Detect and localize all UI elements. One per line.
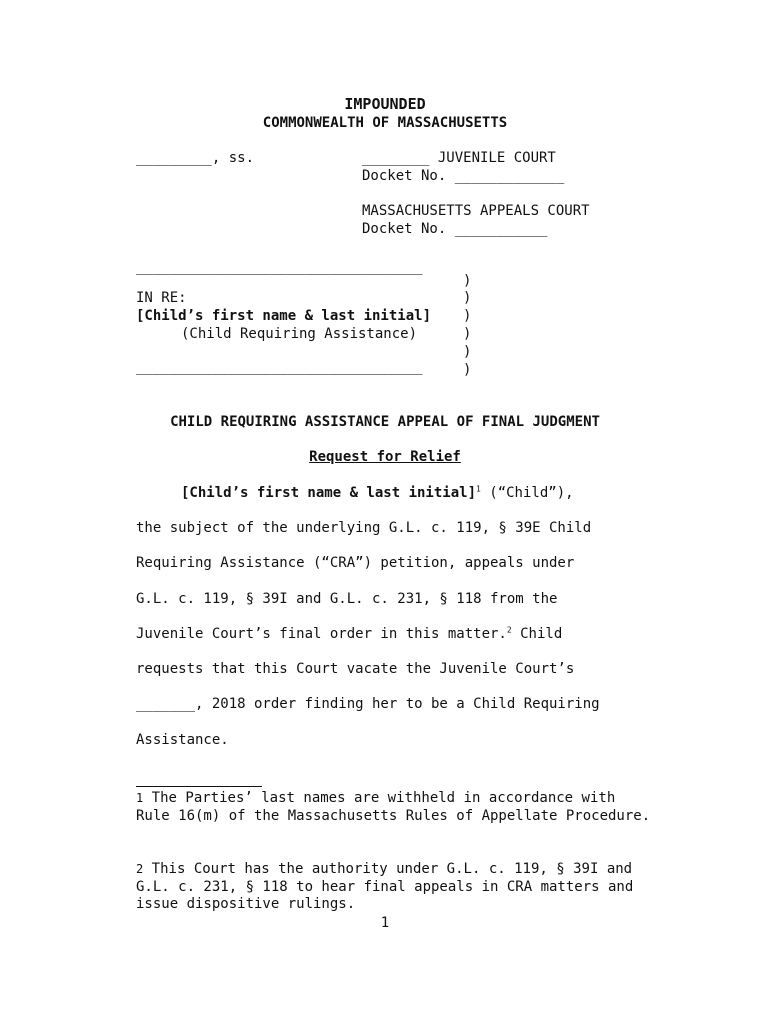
body-line-2: the subject of the underlying G.L. c. 119, § 39E Child (136, 520, 592, 536)
caption-paren: ) (463, 344, 472, 360)
caption-rule-top: __________________________________ (136, 259, 423, 275)
body-line-4: G.L. c. 119, § 39I and G.L. c. 231, § 118 from the (136, 591, 558, 607)
request-for-relief-heading: Request for Relief (309, 449, 461, 465)
caption-paren: ) (463, 290, 472, 306)
body-line-5: Juvenile Court’s final order in this matter.$^2$ Child (136, 625, 563, 642)
footnote-1 (136, 790, 656, 825)
caption-paren: ) (463, 308, 472, 324)
footnote-separator (136, 786, 262, 787)
body-line-6: requests that this Court vacate the Juvenile Court’s (136, 661, 575, 677)
caption-paren: ) (463, 326, 472, 342)
page-number: 1 (380, 915, 390, 931)
child-name-placeholder: [Child’s first name & last initial] (136, 308, 432, 324)
child-name-placeholder: [Child’s first name & last initial] (181, 485, 477, 501)
impounded-heading: IMPOUNDED (344, 95, 426, 113)
juvenile-docket-label: Docket No. _____________ (362, 168, 565, 184)
document-title: CHILD REQUIRING ASSISTANCE APPEAL OF FINAL JUDGMENT (170, 414, 600, 430)
juvenile-court-label: ________ JUVENILE COURT (362, 150, 556, 166)
in-re-label: IN RE: (136, 290, 187, 306)
section-heading (0, 448, 770, 466)
appeals-docket-label: Docket No. ___________ (362, 221, 548, 237)
appeals-court-label: MASSACHUSETTS APPEALS COURT (362, 203, 590, 219)
footnote-text: This Court has the authority under G.L. c. 119, § 39I and G.L. c. 231, § 118 to hear final appeals in CRA matters and issue dispositive rulings. (136, 861, 634, 912)
body-line-8: Assistance. (136, 732, 229, 748)
caption-paren: ) (463, 273, 472, 289)
footnote-2 (136, 861, 656, 914)
footnote-number: 1 (136, 791, 144, 805)
body-line-7: _______, 2018 order finding her to be a Child Requiring (136, 696, 600, 712)
body-line-1: [Child’s first name & last initial]$^1$ (“Child”), (181, 484, 574, 501)
county-ss: _________, ss. (136, 150, 255, 166)
footnote-number: 2 (136, 862, 144, 876)
footnote-ref-2[interactable]: 2 (506, 625, 512, 635)
child-role-label: (Child Requiring Assistance) (181, 326, 418, 342)
body-line-3: Requiring Assistance (“CRA”) petition, appeals under (136, 555, 575, 571)
caption-paren: ) (463, 362, 472, 378)
caption-rule-bottom: __________________________________ (136, 359, 423, 375)
commonwealth-heading: COMMONWEALTH OF MASSACHUSETTS (262, 115, 508, 131)
footnote-ref-1[interactable]: 1 (476, 484, 481, 494)
footnote-text: The Parties’ last names are withheld in accordance with Rule 16(m) of the Massachusetts Rules of Appellate Procedure. (136, 790, 651, 824)
